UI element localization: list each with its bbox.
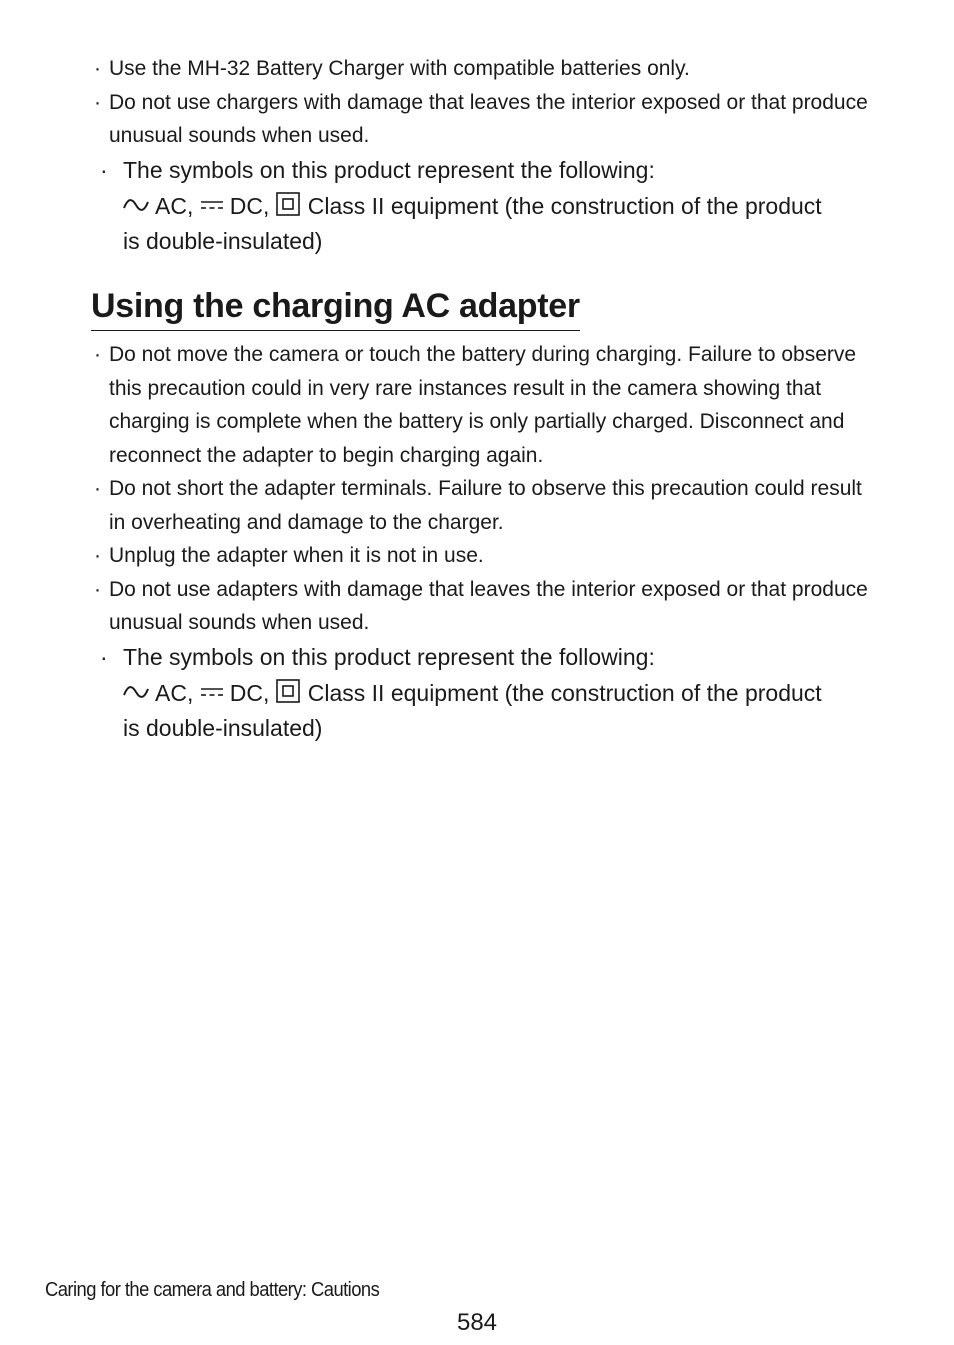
dc-label: DC, (229, 679, 270, 706)
bullet: · (100, 644, 108, 670)
bullet: · (100, 157, 108, 183)
class-ii-icon (276, 192, 300, 216)
caution-text: Do not use adapters with damage that leaves the interior exposed or that produce unusual sounds when used. (109, 577, 868, 634)
dc-label: DC, (229, 192, 270, 219)
bullet: · (94, 544, 101, 567)
class-ii-text: Class II equipment (the construction of the product (307, 679, 822, 706)
list-item (94, 52, 874, 86)
caution-text: Do not move the camera or touch the battery during charging. Failure to observe this precaution could in very rare instances result in the camera showing that charging is complete when the battery is only partially charged. Disconnect and reconnect the adapter to begin charging again. (109, 343, 857, 467)
list-item (94, 338, 874, 472)
caution-text: Do not use chargers with damage that leaves the interior exposed or that produce unusual sounds when used. (109, 90, 868, 147)
symbols-intro: The symbols on this product represent the following: (123, 157, 655, 183)
class-ii-text-continued: is double-insulated) (123, 228, 323, 254)
charger-caution-list (94, 52, 874, 153)
charger-symbols-note (100, 153, 880, 260)
list-item (94, 573, 874, 640)
adapter-caution-list (94, 338, 874, 640)
class-ii-icon (276, 679, 300, 703)
adapter-symbols-note (100, 640, 880, 747)
bullet: · (94, 57, 101, 80)
dc-icon (200, 685, 224, 699)
list-item (94, 472, 874, 539)
list-item (94, 539, 874, 573)
bullet: · (94, 477, 101, 500)
symbols-intro: The symbols on this product represent the following: (123, 644, 655, 670)
dc-icon (200, 198, 224, 212)
class-ii-text-continued: is double-insulated) (123, 715, 323, 741)
page-number: 584 (456, 1309, 498, 1336)
caution-text: Use the MH-32 Battery Charger with compatible batteries only. (109, 57, 690, 80)
bullet: · (94, 90, 101, 114)
caution-text: Do not short the adapter terminals. Failure to observe this precaution could result in overheating and damage to the charger. (109, 477, 862, 534)
list-item (94, 86, 874, 153)
ac-icon (123, 685, 149, 699)
bullet: · (94, 343, 101, 366)
caution-text: Unplug the adapter when it is not in use. (109, 544, 484, 567)
ac-label: AC, (155, 192, 194, 219)
bullet: · (94, 577, 101, 601)
ac-label: AC, (155, 679, 194, 706)
section-heading: Using the charging AC adapter (91, 284, 580, 331)
ac-icon (123, 198, 149, 212)
class-ii-text: Class II equipment (the construction of the product (307, 192, 822, 219)
footer-section-link[interactable]: Caring for the camera and battery: Cautions (45, 1279, 380, 1301)
